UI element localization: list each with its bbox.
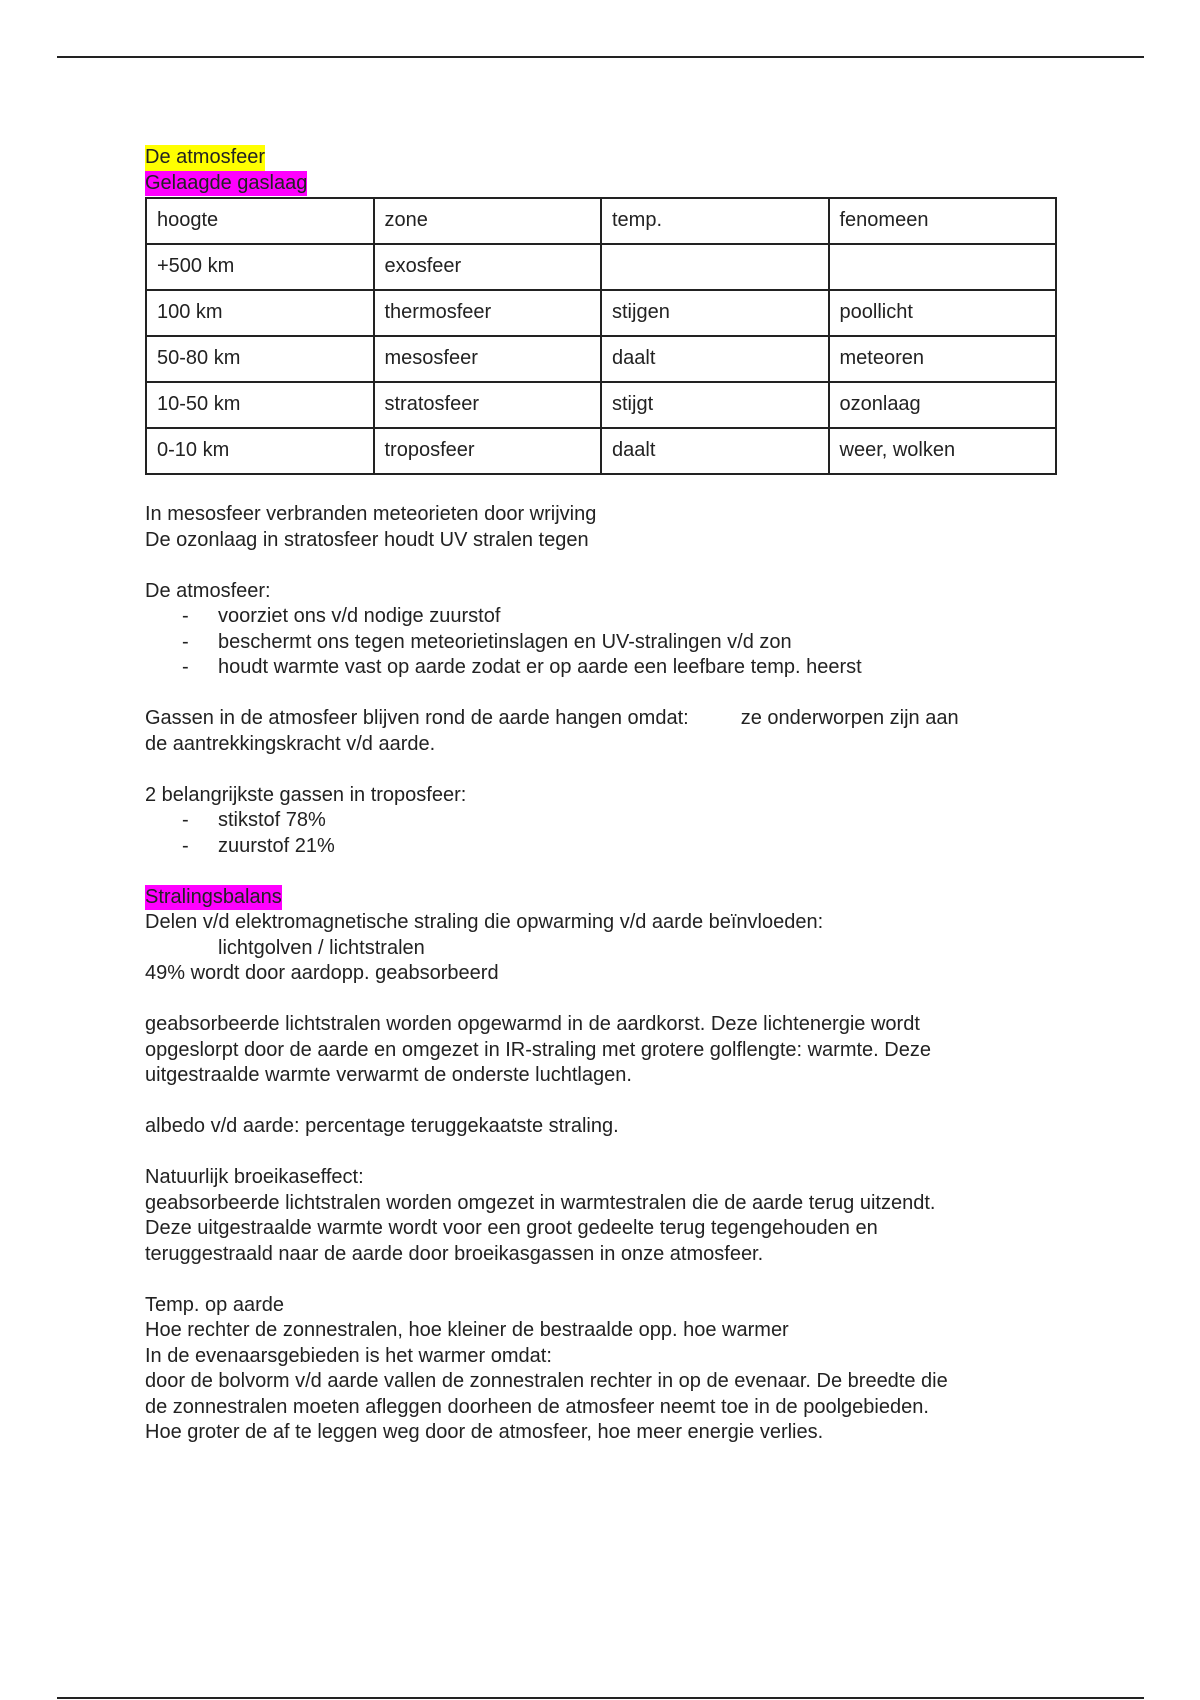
table-cell: weer, wolken — [829, 428, 1057, 474]
table-header-cell: hoogte — [146, 198, 374, 244]
main-gases-list — [145, 808, 1065, 859]
table-header-row — [146, 198, 1056, 244]
table-cell — [829, 244, 1057, 290]
note-line: De ozonlaag in stratosfeer houdt UV stralen tegen — [145, 528, 589, 551]
bottom-rule — [57, 1697, 1144, 1699]
text-line: de zonnestralen moeten afleggen doorheen de atmosfeer neemt toe in de poolgebieden. — [145, 1395, 929, 1418]
table-row — [146, 428, 1056, 474]
section-heading-stralingsbalans: Stralingsbalans — [145, 885, 282, 911]
table-cell: stijgen — [601, 290, 829, 336]
table-cell: 0-10 km — [146, 428, 374, 474]
document-body — [145, 145, 1065, 1446]
table-row — [146, 336, 1056, 382]
text-line: geabsorbeerde lichtstralen worden omgezet in warmtestralen die de aarde terug uitzendt. — [145, 1191, 936, 1214]
table-cell: poollicht — [829, 290, 1057, 336]
text-line: geabsorbeerde lichtstralen worden opgewarmd in de aardkorst. Deze lichtenergie wordt — [145, 1013, 920, 1035]
table-header-cell: temp. — [601, 198, 829, 244]
temp-title: Temp. op aarde — [145, 1293, 284, 1316]
text-line: opgeslorpt door de aarde en omgezet in IR-straling met grotere golflengte: warmte. Deze — [145, 1038, 931, 1061]
table-cell: exosfeer — [374, 244, 602, 290]
text-line: teruggestraald naar de aarde door broeikasgassen in onze atmosfeer. — [145, 1242, 764, 1265]
text-line: lichtgolven / lichtstralen — [218, 936, 425, 959]
table-header-cell: fenomeen — [829, 198, 1057, 244]
text-line: uitgestraalde warmte verwarmt de onderste luchtlagen. — [145, 1064, 632, 1086]
table-cell: daalt — [601, 428, 829, 474]
text-line: door de bolvorm v/d aarde vallen de zonnestralen rechter in op de evenaar. De breedte die — [145, 1370, 948, 1392]
table-cell: stijgt — [601, 382, 829, 428]
table-cell: 50-80 km — [146, 336, 374, 382]
text-line: Hoe groter de af te leggen weg door de atmosfeer, hoe meer energie verlies. — [145, 1421, 824, 1443]
list-item: - voorziet ons v/d nodige zuurstof — [145, 604, 1065, 630]
table-row — [146, 244, 1056, 290]
table-cell: thermosfeer — [374, 290, 602, 336]
list-item: - zuurstof 21% — [145, 834, 1065, 860]
list-item: - beschermt ons tegen meteorietinslagen en UV-stralingen v/d zon — [145, 630, 1065, 656]
gases-answer: ze onderworpen zijn aan — [740, 707, 959, 729]
top-rule — [57, 56, 1144, 58]
main-gases-intro: 2 belangrijkste gassen in troposfeer: — [145, 783, 467, 806]
greenhouse-title: Natuurlijk broeikaseffect: — [145, 1166, 364, 1188]
table-cell — [601, 244, 829, 290]
table-cell: ozonlaag — [829, 382, 1057, 428]
atmosphere-layers-table — [145, 197, 1057, 475]
text-line: Hoe rechter de zonnestralen, hoe kleiner de bestraalde opp. hoe warmer — [145, 1319, 789, 1341]
gases-question-line — [145, 706, 1065, 732]
albedo-line: albedo v/d aarde: percentage teruggekaatste straling. — [145, 1115, 619, 1137]
text-line: In de evenaarsgebieden is het warmer omdat: — [145, 1344, 552, 1367]
text-line: Deze uitgestraalde warmte wordt voor een groot gedeelte terug tegengehouden en — [145, 1217, 878, 1239]
note-line: In mesosfeer verbranden meteorieten door wrijving — [145, 503, 597, 525]
table-cell: 100 km — [146, 290, 374, 336]
table-cell: troposfeer — [374, 428, 602, 474]
table-cell: daalt — [601, 336, 829, 382]
gases-answer-continued: de aantrekkingskracht v/d aarde. — [145, 732, 436, 755]
page-title: De atmosfeer — [145, 145, 265, 171]
table-cell: meteoren — [829, 336, 1057, 382]
table-row — [146, 382, 1056, 428]
table-cell: +500 km — [146, 244, 374, 290]
table-header-cell: zone — [374, 198, 602, 244]
list-item: - houdt warmte vast op aarde zodat er op aarde een leefbare temp. heerst — [145, 655, 1065, 681]
table-cell: 10-50 km — [146, 382, 374, 428]
functions-list — [145, 604, 1065, 681]
table-cell: mesosfeer — [374, 336, 602, 382]
section-heading-gelaagde-gaslaag: Gelaagde gaslaag — [145, 171, 307, 197]
text-line: 49% wordt door aardopp. geabsorbeerd — [145, 962, 499, 984]
table-row — [146, 290, 1056, 336]
text-line: Delen v/d elektromagnetische straling die opwarming v/d aarde beïnvloeden: — [145, 911, 824, 933]
list-item: - stikstof 78% — [145, 808, 1065, 834]
table-cell: stratosfeer — [374, 382, 602, 428]
functions-intro: De atmosfeer: — [145, 579, 271, 602]
gases-question: Gassen in de atmosfeer blijven rond de aarde hangen omdat: — [145, 707, 689, 729]
